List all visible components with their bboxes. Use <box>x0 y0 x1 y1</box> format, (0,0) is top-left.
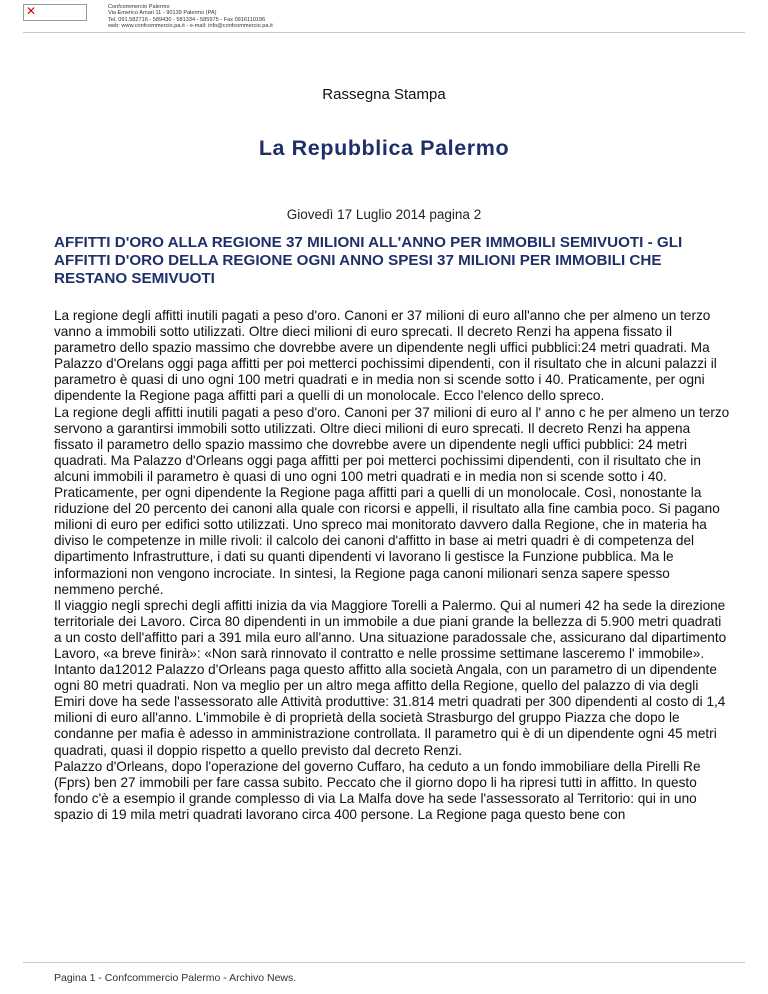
header-phone-line: Tel. 091.582716 - 589430 - 581334 - 585975 - Fax 0916110196 <box>108 16 266 23</box>
footer-divider <box>23 962 745 963</box>
header-web-line: web: www.confcommercio.pa.it - e-mail: info@confcommercio.pa.it <box>108 23 273 30</box>
header-org-line: Confcommercio Palermo <box>108 4 170 10</box>
broken-image-x-icon: ✕ <box>26 4 37 18</box>
newspaper-name: La Repubblica Palermo <box>258 136 510 160</box>
section-title: Rassegna Stampa <box>322 86 446 103</box>
article-paragraph: La regione degli affitti inutili pagati a peso d'oro. Canoni per 37 milioni di euro al l' anno c he per almeno un terzo servono a garantirsi immobili sotto utilizzati. Oltre dieci milioni di euro sprecati. Il decreto Renzi ha appena fissato il parametro dello spazio massimo che dovrebbe avere un dipendente negli uffici pubblici: 24 metri quadrati. Ma Palazzo d'Orleans oggi paga affitti per poi metterci pochissimi dipendenti, con il risultato che in alcuni immobili il parametro è quasi di uno ogni 100 metri quadrati e in media non si scende sotto i 40. Praticamente, per ogni dipendente la Regione paga affitti pari a quelli di un monolocale. Così, nonostante la riduzione del 20 percento dei canoni alla quale con ricorsi e appelli, il risultato alla fine cambia poco. Si pagano milioni di euro per edifici sotto utilizzati. Uno spreco mai monitorato davvero dalla Regione, che in materia ha diviso le competenze in mille rivoli: il calcolo dei canoni d'affitto in base ai metri quadri è di competenza del dipartimento Infrastrutture, i dati su quanti dipendenti vi lavorano li gestisce la Funzione pubblica. Ma le informazioni non vengono incrociate. In sintesi, la Regione paga canoni milionari senza sapere spesso nemmeno perché. <box>54 404 730 597</box>
article-headline: AFFITTI D'ORO ALLA REGIONE 37 MILIONI ALL'ANNO PER IMMOBILI SEMIVUOTI - GLI AFFITTI D'ORO DELLA REGIONE OGNI ANNO SPESI 37 MILIONI PER IMMOBILI CHE RESTANO SEMIVUOTI <box>54 234 683 287</box>
article-paragraph: La regione degli affitti inutili pagati a peso d'oro. Canoni er 37 milioni di euro all'anno che per almeno un terzo vanno a immobili sotto utilizzati. Oltre dieci milioni di euro sprecati. Il decreto Renzi ha appena fissato il parametro dello spazio massimo che dovrebbe avere un dipendente negli uffici pubblici:24 metri quadrati. Ma Palazzo d'Orelans oggi paga affitti per poi metterci pochissimi dipendenti, con il risultato che in alcuni palazzi il parametro è quasi di uno ogni 100 metri quadrati e in media non si scende sotto i 40. Praticamente, per ogni dipendente la Regione paga affitti pari a quelli di un monolocale. Ecco l'elenco dello spreco. <box>54 308 717 404</box>
article-paragraph: Il viaggio negli sprechi degli affitti inizia da via Maggiore Torelli a Palermo. Qui al numeri 42 ha sede la direzione territoriale dei Lavoro. Circa 80 dipendenti in un immobile a due piani grande la bellezza di 5.900 metri quadrati a un costo dell'affitto pari a 391 mila euro all'anno. Una situazione paradossale che, assicurano dal dipartimento Lavoro, «a breve finirà»: «Non sarà rinnovato il contratto e nelle prossime settimane lasceremo l' immobile». Intanto da12012 Palazzo d'Orleans paga questo affitto alla società Angala, con un parametro di un dipendente ogni 80 metri quadrati. Non va meglio per un altro mega affitto della Regione, quello del palazzo di via degli Emiri dove ha sede l'assessorato alle Attività produttive: 31.814 metri quadrati per 300 dipendenti al costo di 1,4 milioni di euro all'anno. L'immobile è di proprietà della società Strasburgo del gruppo Piazza che dopo le condanne per mafia è adesso in amministrazione controllata. Il parametro qui è di un dipendente ogni 45 metri quadrati, quasi il doppio rispetto a quello previsto dal decreto Renzi. <box>54 597 727 758</box>
header-divider <box>23 32 745 33</box>
broken-image-icon <box>23 4 87 21</box>
article-dateline: Giovedì 17 Luglio 2014 pagina 2 <box>286 207 482 222</box>
article-body <box>54 308 730 964</box>
article-paragraph: Palazzo d'Orleans, dopo l'operazione del governo Cuffaro, ha ceduto a un fondo immobiliare della Pirelli Re (Fprs) ben 27 immobili per fare cassa subito. Peccato che il giorno dopo li ha ripresi tutti in affitto. In questo fondo c'è a esempio il grande complesso di via La Malfa dove ha sede l'assessorato al Territorio: qui in uno spazio di 19 mila metri quadrati lavorano circa 400 persone. La Regione paga questo bene con <box>54 758 701 822</box>
header-address-line: Via Emerico Amari 11 - 90139 Palermo (PA) <box>108 10 217 17</box>
header-contact-info <box>108 4 273 30</box>
page-footer: Pagina 1 - Confcommercio Palermo - Archivo News. <box>54 972 297 984</box>
